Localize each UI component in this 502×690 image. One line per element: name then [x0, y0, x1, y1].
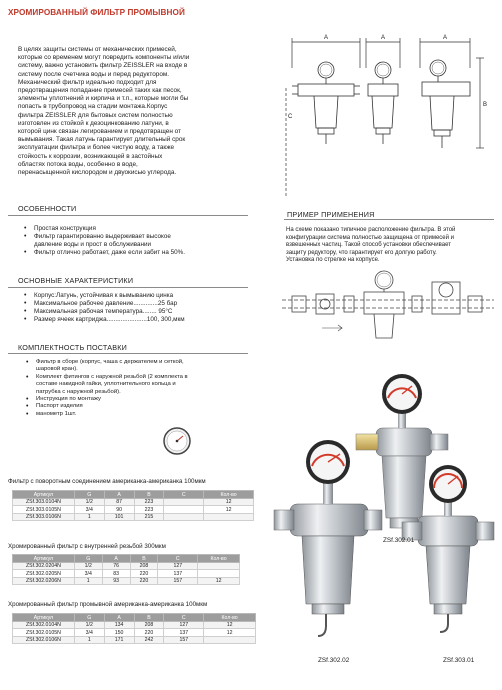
table-cell: ZSf.302.0206N [13, 577, 75, 584]
table-cell: ZSf.303.0104N [13, 499, 75, 506]
list-item: • Комплект фитингов с наружной резьбой (2 комплекта в составе накидной гайки, уплотнительного кольца и патрубка с наружной резьбой). [24, 374, 188, 396]
table-header-cell: A [102, 555, 130, 563]
table-header-cell: Артикул [13, 555, 75, 563]
table-row [13, 563, 240, 570]
table-cell [164, 513, 204, 520]
divider [8, 215, 248, 216]
table-row [13, 622, 256, 629]
list-item: • Максимальное рабочее давление..............25 бар [22, 300, 185, 308]
table-cell: 1 [74, 577, 102, 584]
table-cell: 223 [134, 506, 164, 513]
table-header-cell: G [74, 555, 102, 563]
table-cell: 1/2 [74, 622, 104, 629]
table-cell: 171 [104, 636, 134, 643]
divider [284, 219, 494, 220]
intro-line: стойкость к коррозии, возникающей в застойных [18, 152, 163, 160]
table-cell: 101 [104, 513, 134, 520]
product-label: ZSf.302.01 [383, 537, 415, 544]
list-item: • Простая конструкция [22, 225, 185, 233]
list-item: • Фильтр в сборе (корпус, чаша с держателем и сеткой, шаровой кран). [24, 359, 188, 374]
list-item: • Корпус:Латунь, устойчивая к вымыванию цинка [22, 292, 185, 300]
table-cell [204, 636, 256, 643]
table-cell: 90 [104, 506, 134, 513]
intro-line: вымывания. Такая латунь гарантирует длительный срок [18, 136, 186, 144]
table-cell: ZSf.302.0105N [13, 629, 75, 636]
table-cell [198, 570, 240, 577]
intro-line: систему после счетчика воды и перед редуктором. [18, 70, 170, 78]
list-item: • Фильтр отлично работает, даже если забит на 50%. [22, 249, 185, 257]
table-cell: 12 [204, 629, 256, 636]
spec-table-2 [12, 554, 240, 585]
table-cell: 137 [164, 629, 204, 636]
table-cell: 3/4 [74, 506, 104, 513]
table-cell: 220 [130, 577, 158, 584]
table-cell: 83 [102, 570, 130, 577]
table-row [13, 506, 254, 513]
intro-line: перенасыщенной кислородом и двуокисью углерода. [18, 169, 177, 177]
table-cell: 12 [204, 506, 254, 513]
manometer-icon [162, 426, 192, 456]
dimension-drawing [280, 28, 495, 198]
list-item: • манометр 1шт. [24, 411, 188, 418]
table-header-cell: Артикул [13, 491, 75, 499]
table-header-cell: G [74, 491, 104, 499]
intro-line: Механический фильтр идеально подходит для [18, 78, 157, 86]
table-header-cell: Кол-во [204, 614, 256, 622]
table-cell [198, 563, 240, 570]
dim-a-label: A [381, 35, 386, 41]
specs-heading: ОСНОВНЫЕ ХАРАКТЕРИСТИКИ [18, 276, 134, 285]
spec-table-3 [12, 613, 256, 644]
table-cell: 127 [158, 563, 198, 570]
table-cell: 12 [198, 577, 240, 584]
intro-line: предотвращения попадание примесей таких как песок, [18, 87, 182, 95]
product-photo [268, 368, 498, 658]
table-cell: ZSf.302.0104N [13, 622, 75, 629]
table-cell: ZSf.302.0204N [13, 563, 75, 570]
table-cell: 1 [74, 636, 104, 643]
table-header-cell: A [104, 491, 134, 499]
table-cell: 220 [134, 629, 164, 636]
intro-line: которые со временем могут повредить компоненты и/или [18, 54, 190, 62]
spec-table-1 [12, 490, 254, 521]
list-item: • Паспорт изделия [24, 403, 188, 410]
table-cell: 208 [130, 563, 158, 570]
filter-zsf-302-01 [356, 374, 448, 528]
dim-c-label: C [288, 114, 293, 120]
intro-line: систему, важно установить фильтр ZEISSLER на входе в [18, 62, 188, 70]
table-cell: 137 [158, 570, 198, 577]
table-cell: 127 [164, 622, 204, 629]
features-list [22, 225, 185, 257]
table-cell: 242 [134, 636, 164, 643]
table-cell: 157 [164, 636, 204, 643]
intro-line: фильтра ZEISSLER для бытовых систем полностью [18, 111, 173, 119]
table-cell: ZSf.303.0105N [13, 506, 75, 513]
package-list [24, 359, 188, 418]
table-cell: 150 [104, 629, 134, 636]
package-heading: КОМПЛЕКТНОСТЬ ПОСТАВКИ [18, 343, 127, 352]
table-row [13, 513, 254, 520]
table-row [13, 570, 240, 577]
table-header-cell: C [158, 555, 198, 563]
table-row [13, 629, 256, 636]
list-item: • Размер ячеек картриджа.......................100, 300,мкм [22, 316, 185, 324]
product-label: ZSf.303.01 [443, 657, 475, 664]
table-cell: 134 [104, 622, 134, 629]
list-item: • Инструкция по монтажу [24, 396, 188, 403]
table-cell: 76 [102, 563, 130, 570]
table-row [13, 636, 256, 643]
table-header-cell: A [104, 614, 134, 622]
table-cell: 3/4 [74, 629, 104, 636]
list-item: • Фильтр гарантированно выдерживает высокое давление воды и прост в обслуживании [22, 233, 185, 249]
table-cell: 87 [104, 499, 134, 506]
table-caption: Хромированный фильтр с внутренней резьбой 300мкм [8, 543, 166, 550]
table-cell: ZSf.302.0106N [13, 636, 75, 643]
table-header-cell: Артикул [13, 614, 75, 622]
table-caption: Фильтр с поворотным соединением американка-американка 100мкм [8, 478, 206, 485]
application-text: На схеме показано типичное расположение фильтра. В этой конфигурации система полностью защищена от примесей и взвешенных частиц. Такой способ установки обеспечивает защиту редуктору, что гарантирует его долгую работу. Установка по стрелке на корпусе. [286, 227, 456, 264]
table-header-cell: Кол-во [198, 555, 240, 563]
table-cell: ZSf.303.0106N [13, 513, 75, 520]
intro-paragraph [18, 46, 236, 177]
table-cell: 93 [102, 577, 130, 584]
table-cell: 1/2 [74, 563, 102, 570]
table-cell: 12 [204, 622, 256, 629]
intro-line: элементы уплотнений и кирпича и т.п., которые могли бы [18, 95, 189, 103]
application-heading: ПРИМЕР ПРИМЕНЕНИЯ [287, 210, 375, 219]
table-cell: 12 [204, 499, 254, 506]
intro-line: В целях защиты системы от механических примесей, [18, 46, 177, 53]
intro-line: изготовлен из стойкой к дезоцинкованию латуни, в [18, 119, 169, 127]
dim-a-label: A [443, 35, 448, 41]
table-caption: Хромированный фильтр промывной американка-американка 100мкм [8, 601, 208, 608]
table-header-cell: C [164, 491, 204, 499]
dim-b-label: B [483, 102, 488, 108]
intro-line: эксплуатации фильтра и более чистую воду, а также [18, 144, 175, 152]
table-header-cell: B [134, 491, 164, 499]
table-cell [204, 513, 254, 520]
table-cell: 3/4 [74, 570, 102, 577]
table-cell: 1 [74, 513, 104, 520]
intro-line: областях потока воды, особенно в воде, [18, 160, 138, 168]
installation-diagram [282, 268, 494, 350]
page-title: ХРОМИРОВАННЫЙ ФИЛЬТР ПРОМЫВНОЙ [8, 8, 185, 17]
table-header-cell: B [134, 614, 164, 622]
intro-line: попасть в трубопровод на стадии монтажа.Корпус [18, 103, 168, 111]
table-header-cell: Кол-во [204, 491, 254, 499]
table-header-cell: B [130, 555, 158, 563]
table-cell [164, 499, 204, 506]
table-cell: 1/2 [74, 499, 104, 506]
product-label: ZSf.302.02 [318, 657, 350, 664]
intro-line: которой цинк связан легированием и предотвращен от [18, 128, 181, 136]
filter-zsf-302-02 [274, 440, 382, 636]
specs-list [22, 292, 185, 324]
list-item: • Максимальная рабочая температура........ 95°С [22, 308, 185, 316]
features-heading: ОСОБЕННОСТИ [18, 204, 77, 213]
dim-a-label: A [324, 35, 329, 41]
table-cell: 208 [134, 622, 164, 629]
table-header-cell: C [164, 614, 204, 622]
table-row [13, 499, 254, 506]
table-cell [164, 506, 204, 513]
table-cell: 220 [130, 570, 158, 577]
table-row [13, 577, 240, 584]
table-cell: 215 [134, 513, 164, 520]
table-header-cell: G [74, 614, 104, 622]
table-cell: 157 [158, 577, 198, 584]
divider [8, 353, 248, 354]
table-cell: 223 [134, 499, 164, 506]
table-cell: ZSf.302.0205N [13, 570, 75, 577]
divider [8, 287, 248, 288]
